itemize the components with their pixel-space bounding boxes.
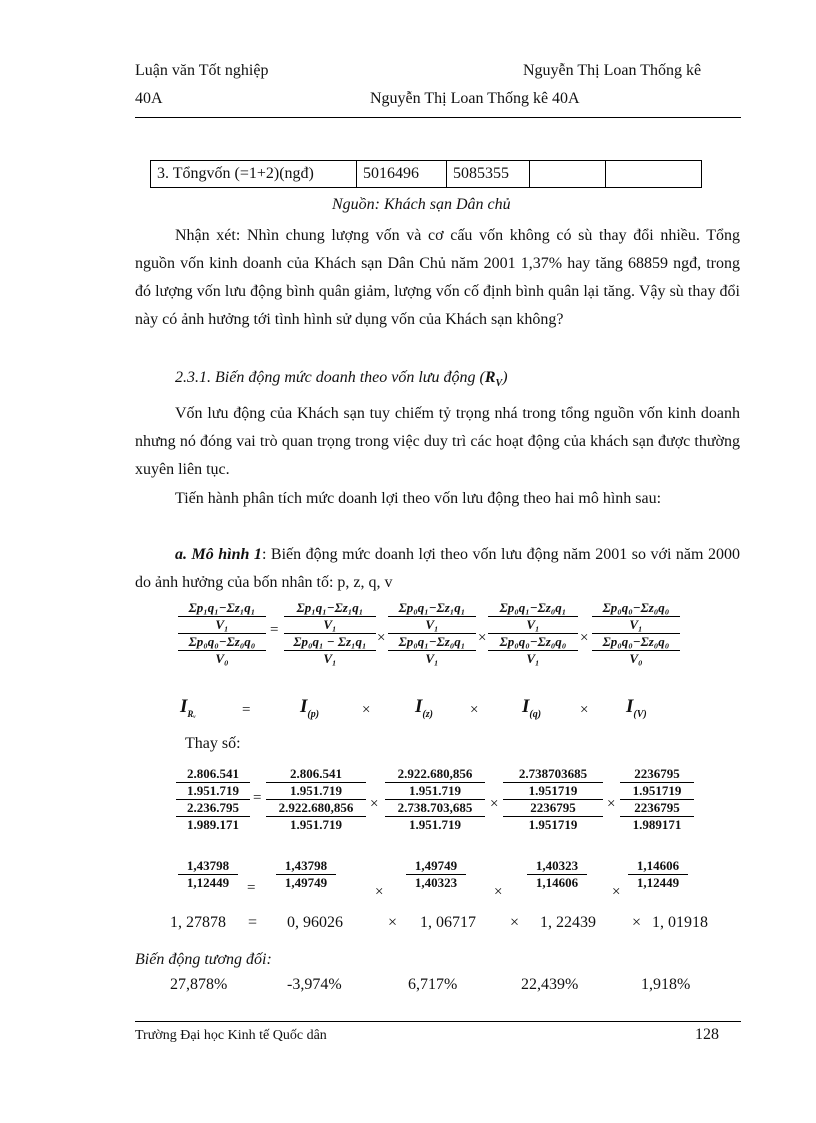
ratio-factor-p: [276, 858, 336, 891]
relative-total: 27,878%: [170, 976, 228, 993]
numeric-term: 2.738703685: [518, 766, 588, 781]
ratio-term: 1,12449: [628, 874, 688, 891]
numeric-term: 1.951.719: [266, 782, 366, 799]
index-symbol: I: [522, 696, 530, 717]
times-sign: ×: [362, 702, 371, 718]
ratio-lhs: [178, 858, 238, 891]
numeric-term: 1.989.171: [176, 816, 250, 833]
index-z: [415, 696, 433, 720]
result-z: 1, 06717: [420, 914, 476, 931]
paragraph-model: [135, 541, 740, 597]
times-sign: ×: [470, 702, 479, 718]
index-subscript: (q): [529, 708, 542, 720]
ratio-term: 1,49749: [414, 858, 458, 873]
numeric-factor-p: [266, 766, 366, 833]
index-v: [626, 696, 647, 720]
index-q: [522, 696, 541, 720]
formula-term: V₁: [388, 650, 476, 667]
formula-term: Σp₀q₀−Σz₀q₀: [602, 600, 670, 615]
ratio-factor-z: [406, 858, 466, 891]
ratio-term: 1,43798: [284, 858, 328, 873]
numeric-term: 2236795: [634, 766, 680, 781]
ratio-term: 1,12449: [178, 874, 238, 891]
ratio-term: 1,40323: [406, 874, 466, 891]
result-q: 1, 22439: [540, 914, 596, 931]
equals-sign: =: [253, 790, 262, 806]
times-sign: ×: [494, 884, 503, 900]
ratio-factor-q: [527, 858, 587, 891]
numeric-term: 2236795: [620, 799, 694, 816]
paragraph-working-capital: Vốn lưu động của Khách sạn tuy chiếm tỷ trọng nhá trong tổng nguồn vốn kinh doanh nhưng nó đóng vai trò quan trọng trong việc duy trì các hoạt động của khách sạn được thường xuyên liên tục.: [135, 405, 740, 478]
section-heading-text: 2.3.1. Biến động mức doanh theo vốn lưu động (: [175, 369, 485, 386]
times-sign: ×: [370, 796, 379, 812]
footer-rule: [135, 1021, 741, 1022]
times-sign: ×: [375, 884, 384, 900]
relative-z: 6,717%: [408, 976, 458, 993]
numeric-term: 1.951719: [620, 782, 694, 799]
formula-term: Σp₀q₁−Σz₀q₁: [499, 600, 567, 615]
times-sign: ×: [478, 630, 487, 646]
equals-sign: =: [242, 702, 251, 718]
numeric-term: 1.989171: [620, 816, 694, 833]
relative-v: 1,918%: [641, 976, 691, 993]
header-left-line2: 40A: [135, 90, 163, 107]
ratio-term: 1,49749: [276, 874, 336, 891]
header-center-line2: Nguyễn Thị Loan Thống kê 40A: [370, 90, 580, 107]
formula-term: Σp₀q₁−Σz₀q₁: [388, 633, 476, 650]
formula-term: V₁: [284, 616, 376, 633]
page-number: 128: [695, 1026, 719, 1043]
model-title: a. Mô hình 1: [175, 546, 262, 563]
table-cell: 3. Tổngvốn (=1+2)(ngđ): [151, 161, 357, 188]
ratio-term: 1,14606: [527, 874, 587, 891]
formula-factor-p: [284, 600, 376, 667]
times-sign: ×: [388, 914, 398, 931]
index-symbol: I: [180, 696, 188, 717]
relative-change-label: Biến động tương đối:: [135, 951, 272, 968]
formula-term: V₁: [178, 616, 266, 633]
numeric-factor-q: [503, 766, 603, 833]
equals-sign: =: [247, 880, 256, 896]
formula-term: V₁: [488, 650, 578, 667]
formula-term: V₁: [488, 616, 578, 633]
numeric-term: 1.951719: [503, 782, 603, 799]
numeric-term: 2.922.680,856: [397, 766, 473, 781]
numeric-term: 2236795: [503, 799, 603, 816]
section-heading-end: ): [502, 369, 508, 386]
times-sign: ×: [490, 796, 499, 812]
formula-term: V₀: [178, 650, 266, 667]
header-left-line1: Luận văn Tốt nghiệp: [135, 62, 269, 79]
section-symbol: R: [484, 369, 496, 386]
numeric-term: 1.951.719: [385, 782, 485, 799]
formula-term: Σp₀q₁ − Σz₁q₁: [284, 633, 376, 650]
index-symbol: I: [300, 696, 308, 717]
times-sign: ×: [580, 702, 589, 718]
times-sign: ×: [377, 630, 386, 646]
capital-table: [150, 160, 702, 188]
times-sign: ×: [510, 914, 520, 931]
numeric-term: 2.806.541: [187, 766, 239, 781]
formula-factor-z: [388, 600, 476, 667]
ratio-term: 1,40323: [535, 858, 579, 873]
formula-factor-q: [488, 600, 578, 667]
formula-term: V₁: [388, 616, 476, 633]
numeric-term: 1.951.719: [385, 816, 485, 833]
formula-lhs: [178, 600, 266, 667]
table-row: [151, 161, 702, 188]
substitution-label: Thay số:: [185, 735, 241, 752]
relative-q: 22,439%: [521, 976, 579, 993]
paragraph-analysis: Tiến hành phân tích mức doanh lợi theo vốn lưu động theo hai mô hình sau:: [175, 490, 662, 507]
formula-term: Σp₀q₀−Σz₀q₀: [178, 633, 266, 650]
formula-term: Σp₁q₁−Σz₁q₁: [296, 600, 364, 615]
times-sign: ×: [607, 796, 616, 812]
paragraph-remark: Nhận xét: Nhìn chung lượng vốn và cơ cấu vốn không có sù thay đổi nhiều. Tổng nguồn vốn kinh doanh của Khách sạn Dân Chủ năm 2001 1,37% hay tăng 68859 ngđ, trong đó lượng vốn lưu động bình quân giảm, lượng vốn cố định bình quân lại tăng. Vậy sù thay đổi này có ảnh hưởng tới tình hình sử dụng vốn của Khách sạn không?: [135, 227, 740, 328]
index-symbol: I: [415, 696, 423, 717]
numeric-term: 1.951719: [503, 816, 603, 833]
index-subscript: (V): [633, 708, 647, 720]
relative-p: -3,974%: [287, 976, 342, 993]
numeric-term: 2.236.795: [176, 799, 250, 816]
ratio-term: 1,43798: [186, 858, 230, 873]
formula-term: Σp₀q₀−Σz₀q₀: [592, 633, 680, 650]
numeric-term: 2.922.680,856: [266, 799, 366, 816]
numeric-factor-z: [385, 766, 485, 833]
numeric-term: 1.951.719: [176, 782, 250, 799]
formula-term: V₁: [592, 616, 680, 633]
header-right-line1: Nguyễn Thị Loan Thống kê: [523, 62, 702, 79]
model-description: : Biến động mức doanh lợi theo vốn lưu động năm 2001 so với năm 2000 do ảnh hưởng của bốn nhân tố: p, z, q, v: [135, 546, 740, 591]
formula-factor-v: [592, 600, 680, 667]
header-rule: [135, 117, 741, 118]
ratio-term: 1,14606: [636, 858, 680, 873]
section-heading: [175, 369, 508, 389]
formula-term: Σp₀q₀−Σz₀q₀: [488, 633, 578, 650]
result-p: 0, 96026: [287, 914, 343, 931]
equals-sign: =: [270, 622, 279, 638]
numeric-term: 2.806.541: [290, 766, 342, 781]
section-symbol-sub: V: [495, 378, 503, 390]
index-p: [300, 696, 319, 720]
index-symbol: I: [626, 696, 634, 717]
table-cell: [530, 161, 606, 188]
index-total: [180, 696, 196, 719]
numeric-term: 2.738.703,685: [385, 799, 485, 816]
numeric-lhs: [176, 766, 250, 833]
table-cell: 5016496: [357, 161, 447, 188]
result-total: 1, 27878: [170, 914, 226, 931]
footer-institution: Trường Đại học Kinh tế Quốc dân: [135, 1028, 327, 1043]
times-sign: ×: [632, 914, 642, 931]
ratio-factor-v: [628, 858, 688, 891]
numeric-term: 1.951.719: [266, 816, 366, 833]
formula-term: Σp₁q₁−Σz₁q₁: [188, 600, 256, 615]
result-v: 1, 01918: [652, 914, 708, 931]
index-subscript: (p): [307, 708, 320, 720]
table-cell: 5085355: [447, 161, 530, 188]
equals-sign: =: [248, 914, 258, 931]
formula-term: V₁: [284, 650, 376, 667]
times-sign: ×: [612, 884, 621, 900]
source-note: Nguồn: Khách sạn Dân chủ: [332, 196, 511, 213]
index-subscript: (z): [422, 708, 433, 720]
index-subscript: Rᵥ: [187, 708, 196, 719]
times-sign: ×: [580, 630, 589, 646]
formula-term: Σp₀q₁−Σz₁q₁: [398, 600, 466, 615]
numeric-factor-v: [620, 766, 694, 833]
table-cell: [606, 161, 702, 188]
formula-term: V₀: [592, 650, 680, 667]
